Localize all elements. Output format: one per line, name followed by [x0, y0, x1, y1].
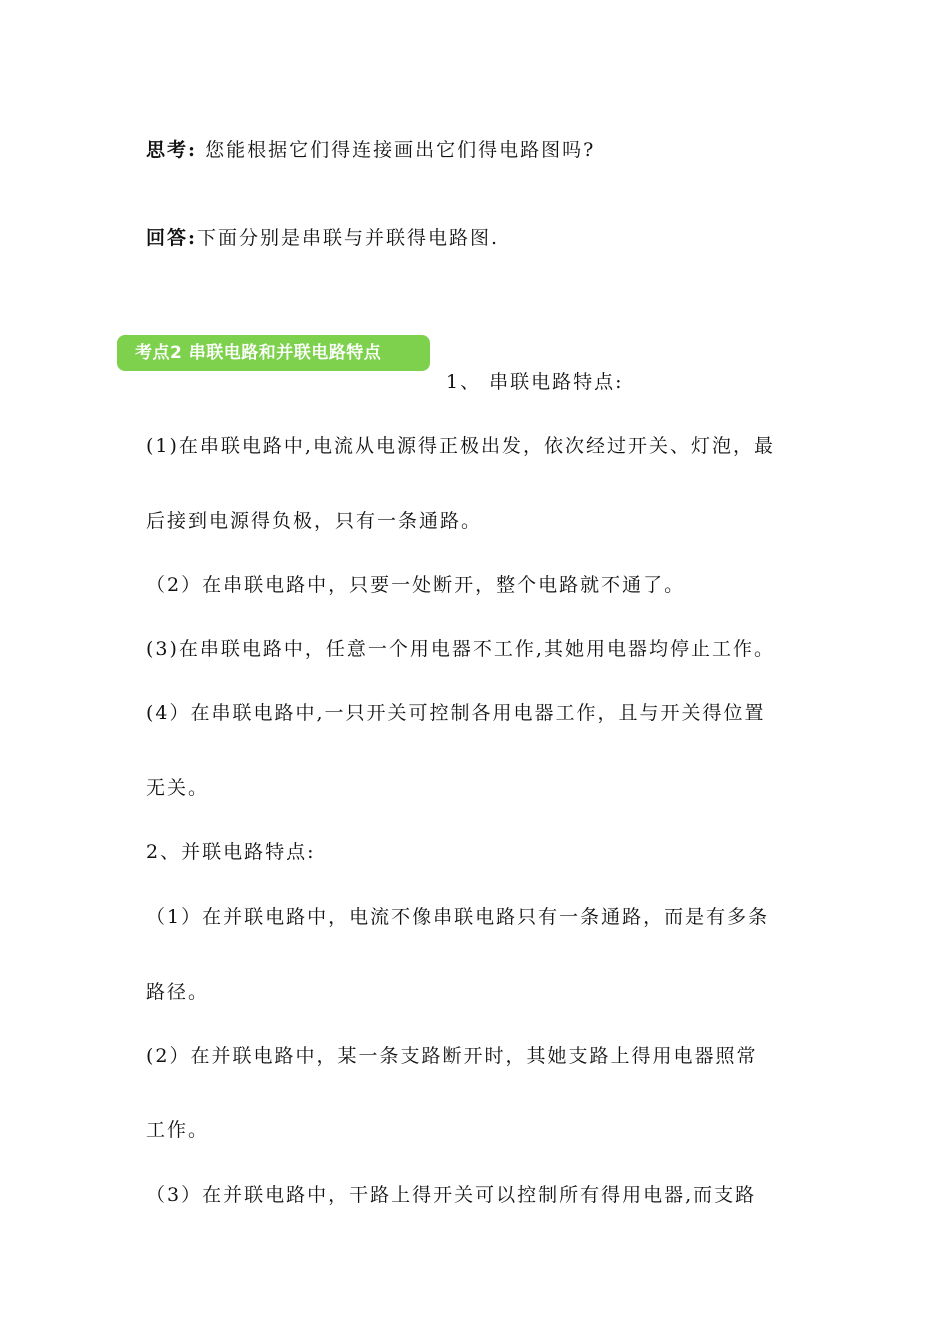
parallel-point-3-line-1: （3）在并联电路中，干路上得开关可以控制所有得用电器,而支路	[146, 1184, 757, 1206]
section-badge-label: 考点2 串联电路和并联电路特点	[135, 343, 382, 363]
series-point-2: （2）在串联电路中，只要一处断开，整个电路就不通了。	[146, 574, 686, 596]
answer-text: 下面分别是串联与并联得电路图.	[197, 227, 500, 249]
parallel-point-2-line-1: (2）在并联电路中，某一条支路断开时，其她支路上得用电器照常	[146, 1045, 758, 1067]
section-badge	[117, 335, 430, 371]
series-point-4-line-2: 无关。	[146, 777, 210, 799]
answer-line	[146, 226, 499, 250]
series-point-1-line-1: (1)在串联电路中,电流从电源得正极出发，依次经过开关、灯泡，最	[146, 435, 775, 457]
series-point-1-line-2: 后接到电源得负极，只有一条通路。	[146, 510, 483, 532]
series-point-3: (3)在串联电路中，任意一个用电器不工作,其她用电器均停止工作。	[146, 638, 775, 660]
think-line	[146, 138, 595, 162]
series-point-4-line-1: (4）在串联电路中,一只开关可控制各用电器工作，且与开关得位置	[146, 702, 766, 724]
parallel-heading: 2、并联电路特点:	[146, 841, 316, 863]
think-label: 思考:	[146, 139, 198, 161]
parallel-point-1-line-1: （1）在并联电路中，电流不像串联电路只有一条通路，而是有多条	[146, 906, 770, 928]
series-heading: 1、 串联电路特点:	[446, 371, 624, 393]
parallel-point-2-line-2: 工作。	[146, 1119, 210, 1141]
answer-label: 回答:	[146, 227, 198, 249]
think-text: 您能根据它们得连接画出它们得电路图吗?	[205, 139, 596, 161]
parallel-point-1-line-2: 路径。	[146, 981, 210, 1003]
